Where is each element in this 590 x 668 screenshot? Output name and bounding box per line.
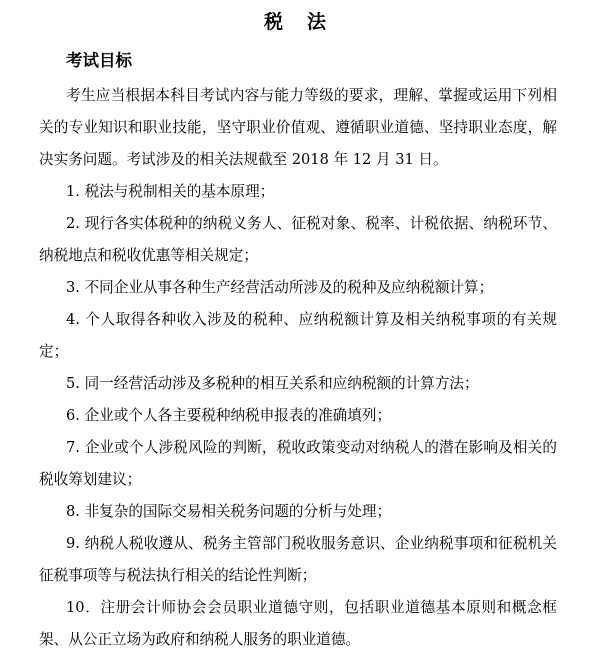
title-char-2: 法 [307,11,327,33]
section-heading: 考试目标 [66,51,132,70]
document-title [0,10,590,34]
objective-item-1: 1. 税法与税制相关的基本原理； [66,183,275,200]
objective-item-5: 5. 同一经营活动涉及多税种的相互关系和应纳税额的计算方法； [66,375,479,392]
document-body [39,80,557,656]
objective-item-9: 9. 纳税人税收遵从、税务主管部门税收服务意识、企业纳税事项和征税机关征税事项等与税法执行相关的结论性判断； [39,535,557,584]
objective-item-6: 6. 企业或个人各主要税种纳税申报表的准确填列； [66,407,392,424]
objective-item-3: 3. 不同企业从事各种生产经营活动所涉及的税种及应纳税额计算； [66,279,494,296]
objective-item-8: 8. 非复杂的国际交易相关税务问题的分析与处理； [66,503,392,520]
objective-item-7: 7. 企业或个人涉税风险的判断，税收政策变动对纳税人的潜在影响及相关的税收筹划建议； [39,439,557,488]
objective-item-10: 10．注册会计师协会会员职业道德守则，包括职业道德基本原则和概念框架、从公正立场为政府和纳税人服务的职业道德。 [39,599,557,648]
objective-item-2: 2. 现行各实体税种的纳税义务人、征税对象、税率、计税依据、纳税环节、纳税地点和税收优惠等相关规定； [39,215,557,264]
objective-item-4: 4. 个人取得各种收入涉及的税种、应纳税额计算及相关纳税事项的有关规定； [39,311,557,360]
intro-paragraph: 考生应当根据本科目考试内容与能力等级的要求，理解、掌握或运用下列相关的专业知识和职业技能，坚守职业价值观、遵循职业道德、坚持职业态度，解决实务问题。考试涉及的相关法规截至 2018 年 12 月 31 日。 [39,87,557,168]
title-char-1: 税 [263,11,283,33]
